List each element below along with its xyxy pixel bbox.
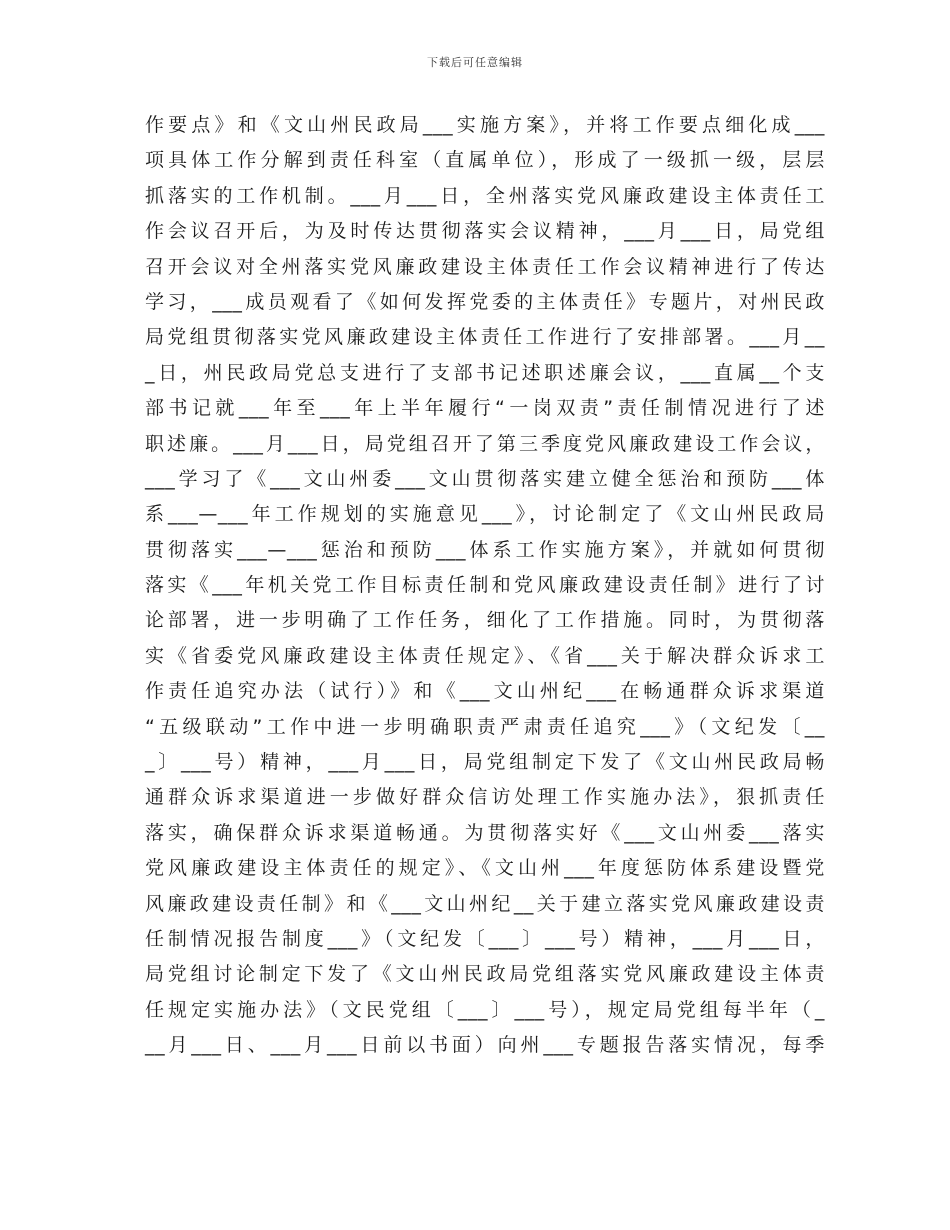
- text-line: 召开会议对全州落实党风廉政建设主体责任工作会议精神进行了传达: [145, 255, 825, 278]
- text-line: 学习，___成员观看了《如何发挥党委的主体责任》专题片，对州民政: [145, 290, 825, 313]
- text-line: ___学习了《___文山州委___文山贯彻落实建立健全惩治和预防___体: [145, 467, 825, 490]
- text-line: 实《省委党风廉政建设主体责任规定》、《省___关于解决群众诉求工: [145, 644, 825, 667]
- text-line: 党风廉政建设主体责任的规定》、《文山州___年度惩防体系建设暨党: [145, 857, 825, 880]
- document-body: [145, 108, 825, 1064]
- text-line: _日，州民政局党总支进行了支部书记述职述廉会议，___直属__个支: [145, 361, 825, 384]
- text-line: __月___日、___月___日前以书面）向州___专题报告落实情况，每季: [145, 1034, 825, 1057]
- text-line: 局党组贯彻落实党风廉政建设主体责任工作进行了安排部署。___月__: [145, 326, 825, 349]
- text-line: 落实《___年机关党工作目标责任制和党风廉政建设责任制》进行了讨: [145, 574, 825, 597]
- text-line: 论部署，进一步明确了工作任务，细化了工作措施。同时，为贯彻落: [145, 609, 825, 632]
- text-line: 落实，确保群众诉求渠道畅通。为贯彻落实好《___文山州委___落实: [145, 821, 825, 844]
- text-line: 任制情况报告制度___》（文纪发〔___〕___号）精神，___月___日，: [145, 927, 825, 950]
- text-line: 任规定实施办法》（文民党组〔___〕___号），规定局党组每半年（_: [145, 998, 825, 1021]
- text-line: 作责任追究办法（试行）》和《___文山州纪___在畅通群众诉求渠道: [145, 680, 825, 703]
- text-line: 通群众诉求渠道进一步做好群众信访处理工作实施办法》，狠抓责任: [145, 786, 825, 809]
- text-line: 系___—___年工作规划的实施意见___》，讨论制定了《文山州民政局: [145, 503, 825, 526]
- text-line: 抓落实的工作机制。___月___日，全州落实党风廉政建设主体责任工: [145, 184, 825, 207]
- text-line: _〕___号）精神，___月___日，局党组制定下发了《文山州民政局畅: [145, 751, 825, 774]
- text-line: 风廉政建设责任制》和《___文山州纪__关于建立落实党风廉政建设责: [145, 892, 825, 915]
- text-line: 项具体工作分解到责任科室（直属单位），形成了一级抓一级，层层: [145, 149, 825, 172]
- text-line: 部书记就___年至___年上半年履行“一岗双责”责任制情况进行了述: [145, 397, 825, 420]
- text-line: 贯彻落实___—___惩治和预防___体系工作实施方案》，并就如何贯彻: [145, 538, 825, 561]
- text-line: 作要点》和《文山州民政局___实施方案》，并将工作要点细化成___: [145, 114, 825, 136]
- text-line: 作会议召开后，为及时传达贯彻落实会议精神，___月___日，局党组: [145, 220, 825, 243]
- text-line: 职述廉。___月___日，局党组召开了第三季度党风廉政建设工作会议，: [145, 432, 825, 455]
- text-line: 局党组讨论制定下发了《文山州民政局党组落实党风廉政建设主体责: [145, 963, 825, 986]
- page-header-note: 下载后可任意编辑: [427, 56, 523, 69]
- text-line: “五级联动”工作中进一步明确职责严肃责任追究___》（文纪发〔__: [145, 715, 825, 738]
